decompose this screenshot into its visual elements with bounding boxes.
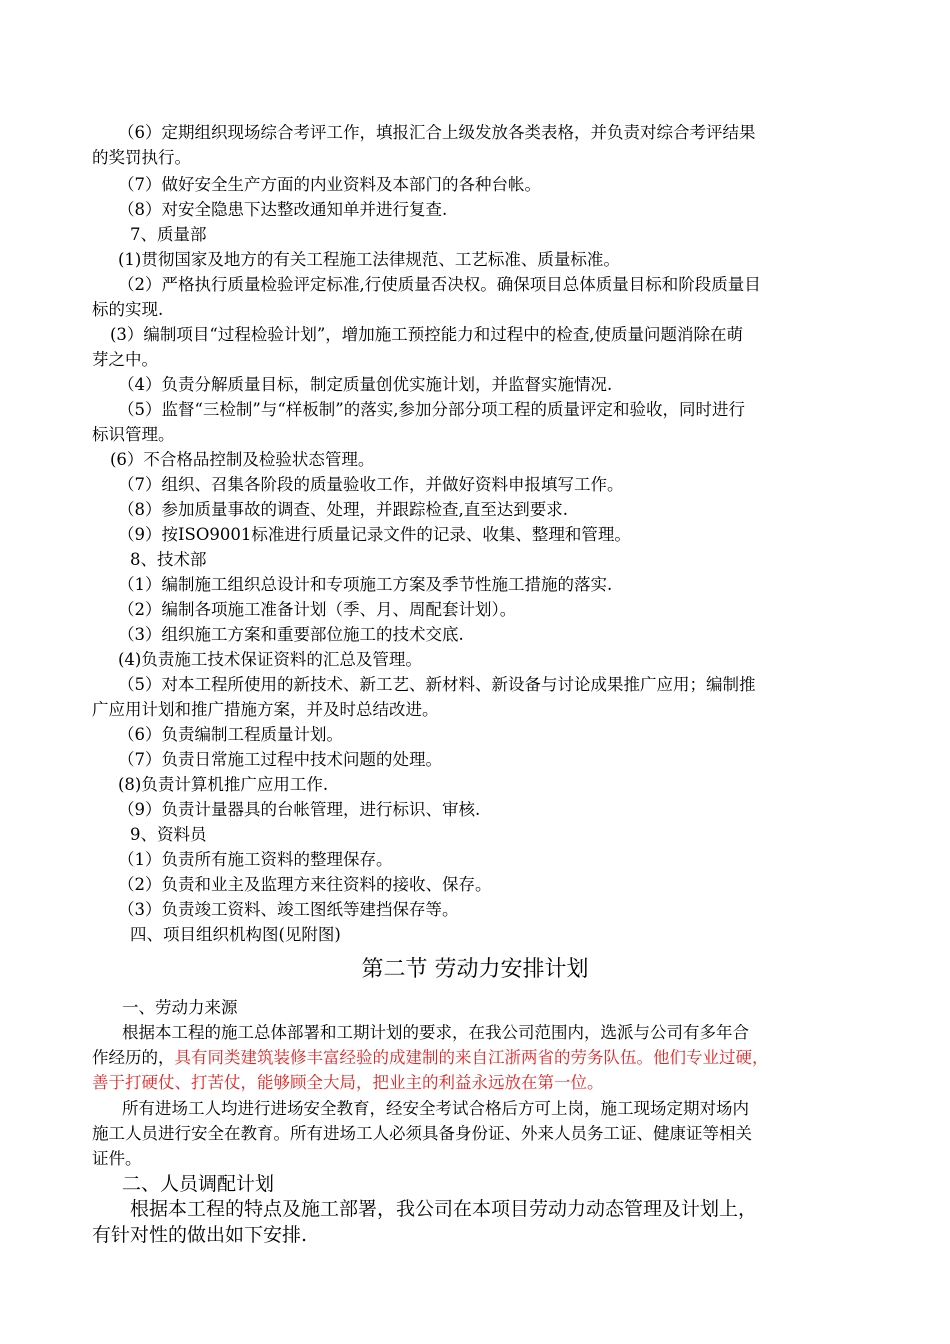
paragraph-line — [92, 1047, 872, 1069]
paragraph-line: 施工人员进行安全在教育。所有进场工人必须具备身份证、外来人员务工证、健康证等相关 — [92, 1124, 752, 1143]
text-line: （7）做好安全生产方面的内业资料及本部门的各种台帐。 — [118, 175, 541, 194]
text-line: (1)贯彻国家及地方的有关工程施工法律规范、工艺标准、质量标准。 — [118, 250, 620, 269]
text-line: （6）定期组织现场综合考评工作，填报汇合上级发放各类表格，并负责对综合考评结果 — [118, 123, 756, 142]
section-heading: 9、资料员 — [130, 825, 207, 844]
text-line: （8）对安全隐患下达整改通知单并进行复查. — [118, 200, 448, 219]
text-line: （4）负责分解质量目标，制定质量创优实施计划，并监督实施情况. — [118, 375, 613, 394]
text-line: （2）严格执行质量检验评定标准,行使质量否决权。确保项目总体质量目标和阶段质量目 — [118, 275, 761, 294]
paragraph-line: 所有进场工人均进行进场安全教育，经安全考试合格后方可上岗，施工现场定期对场内 — [122, 1099, 749, 1118]
text-line: （9）负责计量器具的台帐管理，进行标识、审核. — [118, 800, 481, 819]
paragraph-text: 作经历的， — [92, 1048, 175, 1067]
text-line: （1）编制施工组织总设计和专项施工方案及季节性施工措施的落实. — [118, 575, 613, 594]
text-line: （9）按ISO9001标准进行质量记录文件的记录、收集、整理和管理。 — [118, 525, 631, 544]
text-line: 标的实现. — [92, 300, 164, 319]
section-heading: 四、项目组织机构图(见附图) — [130, 925, 341, 944]
paragraph-line: 根据本工程的施工总体部署和工期计划的要求，在我公司范围内，选派与公司有多年合 — [122, 1023, 749, 1042]
text-line: （3）负责竣工资料、竣工图纸等建挡保存等。 — [118, 900, 459, 919]
text-line: 标识管理。 — [92, 425, 175, 444]
text-line: （6）负责编制工程质量计划。 — [118, 725, 343, 744]
section-heading: 8、技术部 — [130, 550, 207, 569]
paragraph-line: 证件。 — [92, 1149, 142, 1168]
highlighted-text: 具有同类建筑装修丰富经验的成建制的来自江浙两省的劳务队伍。他们专业过硬， — [174, 1048, 769, 1067]
text-line: （2）编制各项施工准备计划（季、月、周配套计划）。 — [118, 600, 517, 619]
text-line: 广应用计划和推广措施方案，并及时总结改进。 — [92, 700, 439, 719]
text-line: （5）对本工程所使用的新技术、新工艺、新材料、新设备与讨论成果推广应用；编制推 — [118, 675, 756, 694]
text-line: 芽之中。 — [92, 350, 158, 369]
section-title: 第二节 劳动力安排计划 — [361, 957, 589, 982]
subsection-heading: 二、人员调配计划 — [122, 1173, 275, 1195]
text-line: （2）负责和业主及监理方来往资料的接收、保存。 — [118, 875, 492, 894]
text-line: （8）参加质量事故的调查、处理，并跟踪检查,直至达到要求. — [118, 500, 568, 519]
text-line: (4)负责施工技术保证资料的汇总及管理。 — [118, 650, 422, 669]
text-line: (3）编制项目“过程检验计划”，增加施工预控能力和过程中的检查,使质量问题消除在萌 — [110, 325, 744, 344]
text-line: （3）组织施工方案和重要部位施工的技术交底. — [118, 625, 464, 644]
paragraph-line: 根据本工程的特点及施工部署，我公司在本项目劳动力动态管理及计划上， — [130, 1198, 758, 1220]
text-line: （7）组织、召集各阶段的质量验收工作，并做好资料申报填写工作。 — [118, 475, 624, 494]
text-line: （5）监督“三检制”与“样板制”的落实,参加分部分项工程的质量评定和验收，同时进行 — [118, 400, 745, 419]
text-line: 的奖罚执行。 — [92, 148, 191, 167]
section-heading: 7、质量部 — [130, 225, 207, 244]
paragraph-line: 有针对性的做出如下安排. — [92, 1224, 308, 1246]
text-line: (6）不合格品控制及检验状态管理。 — [110, 450, 375, 469]
subsection-heading: 一、劳动力来源 — [122, 998, 238, 1017]
text-line: (8)负责计算机推广应用工作. — [118, 775, 329, 794]
text-line: （1）负责所有施工资料的整理保存。 — [118, 850, 393, 869]
text-line: （7）负责日常施工过程中技术问题的处理。 — [118, 750, 442, 769]
highlighted-line: 善于打硬仗、打苦仗，能够顾全大局，把业主的利益永远放在第一位。 — [92, 1073, 604, 1092]
